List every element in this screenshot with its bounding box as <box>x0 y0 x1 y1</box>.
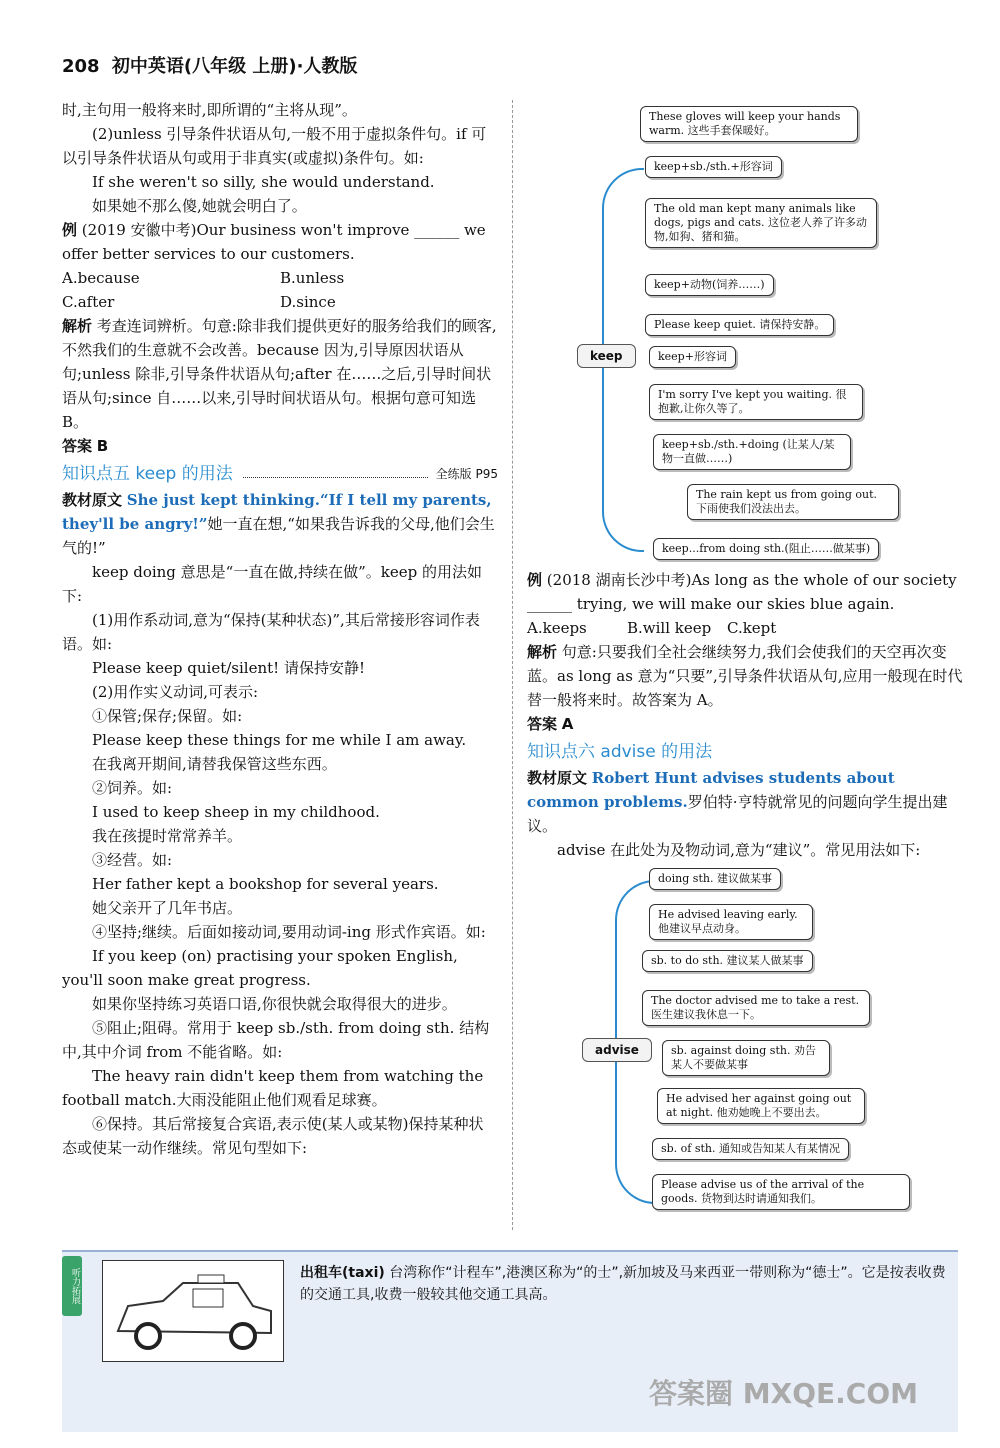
page-header <box>62 52 357 78</box>
keep-mind-map <box>527 98 967 568</box>
map-node: keep+sb./sth.+doing (让某人/某物一直做……) <box>653 434 851 470</box>
map-node: keep+动物(饲养……) <box>645 274 774 296</box>
map-root: advise <box>582 1038 652 1062</box>
example-sentence: Her father kept a bookshop for several years. <box>92 875 439 893</box>
text-line: advise 在此处为及物动词,意为“建议”。常见用法如下: <box>557 841 921 859</box>
example-sentence: If she weren't so silly, she would understand. <box>92 173 435 191</box>
text-line: ③经营。如: <box>92 851 173 869</box>
footer-tag: 听力拓展 <box>62 1256 82 1316</box>
map-node: sb. of sth. 通知或告知某人有某情况 <box>652 1138 849 1160</box>
textbook-translation: 她一直在想,“如果我告诉我的父母,他们会生气的!” <box>62 515 495 557</box>
footer-box <box>62 1250 958 1432</box>
textbook-label: 教材原文 <box>62 491 123 509</box>
analysis-text: 句意:只要我们全社会继续努力,我们会使我们的天空再次变蓝。as long as 意为“只要”,引导条件状语从句,应用一般现在时代替一般将来时。故答案为 A。 <box>527 643 963 709</box>
example-sentence: Please keep quiet/silent! 请保持安静! <box>92 659 365 677</box>
textbook-label: 教材原文 <box>527 769 588 787</box>
advise-mind-map <box>527 868 967 1218</box>
answer-label: 答案 <box>62 437 93 455</box>
example-translation: 她父亲开了几年书店。 <box>92 899 243 917</box>
map-node: He advised her against going out at night. 他劝她晚上不要出去。 <box>657 1088 865 1124</box>
text-line: ⑥保持。其后常接复合宾语,表示使(某人或某物)保持某种状态或使某一动作继续。常见句型如下: <box>62 1115 484 1157</box>
option-b: B.will keep <box>627 619 712 637</box>
example-label: 例 <box>62 221 78 239</box>
map-root: keep <box>577 344 636 368</box>
text-line: (2)unless 引导条件状语从句,一般不用于虚拟条件句。if 可以引导条件状语从句或用于非真实(或虚拟)条件句。如: <box>62 125 487 167</box>
textbook-translation: 罗伯特·亨特就常见的问题向学生提出建议。 <box>527 793 948 835</box>
left-column <box>62 98 498 1160</box>
option-c: C.after <box>62 293 115 311</box>
example-translation: 如果她不那么傻,她就会明白了。 <box>92 197 307 215</box>
option-b: B.unless <box>280 269 345 287</box>
watermark: 答案圈 MXQE.COM <box>649 1377 918 1410</box>
taxi-illustration <box>102 1260 284 1362</box>
example-sentence: I used to keep sheep in my childhood. <box>92 803 380 821</box>
footer-term: 出租车(taxi) <box>300 1265 385 1281</box>
map-node: I'm sorry I've kept you waiting. 很抱歉,让你久等了。 <box>649 384 863 420</box>
text-line: keep doing 意思是“一直在做,持续在做”。keep 的用法如下: <box>62 563 482 605</box>
map-node: keep+形容词 <box>649 346 736 368</box>
section-ref: 全练版 P95 <box>435 467 498 481</box>
option-a: A.keeps <box>527 619 587 637</box>
map-node: keep...from doing sth.(阻止……做某事) <box>653 538 879 560</box>
text-line: 时,主句用一般将来时,即所谓的“主将从现”。 <box>62 101 357 119</box>
answer-value: B <box>96 437 109 455</box>
section-heading: 知识点六 advise 的用法 <box>527 742 713 762</box>
page-number: 208 <box>62 56 100 77</box>
example-sentence: The heavy rain didn't keep them from watching the football match.大雨没能阻止他们观看足球赛。 <box>62 1067 484 1109</box>
map-node: The rain kept us from going out. 下雨使我们没法出去。 <box>687 484 899 520</box>
column-divider <box>512 100 513 1230</box>
text-line: ①保管;保存;保留。如: <box>92 707 243 725</box>
analysis-text: 考查连词辨析。句意:除非我们提供更好的服务给我们的顾客,不然我们的生意就不会改善。because 因为,引导原因状语从句;unless 除非,引导条件状语从句;after 在……之后,引导时间状语从句;since 自……以来,引导时间状语从句。根据句意可知选 B。 <box>62 317 497 431</box>
example-translation: 我在孩提时常常养羊。 <box>92 827 243 845</box>
text-line: (1)用作系动词,意为“保持(某种状态)”,其后常接形容词作表语。如: <box>62 611 480 653</box>
map-node: sb. to do sth. 建议某人做某事 <box>642 950 813 972</box>
option-a: A.because <box>62 269 140 287</box>
example-sentence: Please keep these things for me while I am away. <box>92 731 467 749</box>
section-heading: 知识点五 keep 的用法 全练版 P95 <box>62 464 498 484</box>
option-d: D.since <box>280 293 336 311</box>
textbook-quote: Robert Hunt advises students about common problems. <box>527 769 895 811</box>
map-node: keep+sb./sth.+形容词 <box>645 156 782 178</box>
map-node: These gloves will keep your hands warm. 这些手套保暖好。 <box>640 106 858 142</box>
textbook-quote: She just kept thinking.“If I tell my parents, they'll be angry!” <box>62 491 492 533</box>
example-label: 例 <box>527 571 543 589</box>
answer-value: A <box>561 715 574 733</box>
example-question: (2019 安徽中考)Our business won't improve ______ we offer better services to our customers. <box>62 221 486 263</box>
map-node: doing sth. 建议做某事 <box>649 868 781 890</box>
footer-text <box>300 1262 948 1306</box>
example-question: (2018 湖南长沙中考)As long as the whole of our society ______ trying, we will make our skies blue again. <box>527 571 957 613</box>
map-node: Please keep quiet. 请保持安静。 <box>645 314 834 336</box>
map-node: He advised leaving early. 他建议早点动身。 <box>649 904 813 940</box>
text-line: (2)用作实义动词,可表示: <box>92 683 259 701</box>
text-line: ⑤阻止;阻碍。常用于 keep sb./sth. from doing sth. 结构中,其中介词 from 不能省略。如: <box>62 1019 490 1061</box>
text-line: ②饲养。如: <box>92 779 173 797</box>
example-translation: 在我离开期间,请替我保管这些东西。 <box>92 755 337 773</box>
right-column <box>527 98 967 1218</box>
book-title: 初中英语(八年级 上册)·人教版 <box>111 56 358 77</box>
answer-label: 答案 <box>527 715 558 733</box>
map-node: The old man kept many animals like dogs, pigs and cats. 这位老人养了许多动物,如狗、猪和猫。 <box>645 198 877 248</box>
analysis-label: 解析 <box>527 643 558 661</box>
option-c: C.kept <box>727 619 777 637</box>
analysis-label: 解析 <box>62 317 93 335</box>
map-node: The doctor advised me to take a rest. 医生建议我休息一下。 <box>642 990 870 1026</box>
map-node: Please advise us of the arrival of the goods. 货物到达时请通知我们。 <box>652 1174 910 1210</box>
text-line: ④坚持;继续。后面如接动词,要用动词-ing 形式作宾语。如: <box>92 923 486 941</box>
map-node: sb. against doing sth. 劝告某人不要做某事 <box>662 1040 830 1076</box>
footer-description: 台湾称作“计程车”,港澳区称为“的士”,新加坡及马来西亚一带则称为“德士”。它是按表收费的交通工具,收费一般较其他交通工具高。 <box>300 1265 946 1303</box>
example-sentence: If you keep (on) practising your spoken English, you'll soon make great progress. <box>62 947 458 989</box>
example-translation: 如果你坚持练习英语口语,你很快就会取得很大的进步。 <box>92 995 457 1013</box>
